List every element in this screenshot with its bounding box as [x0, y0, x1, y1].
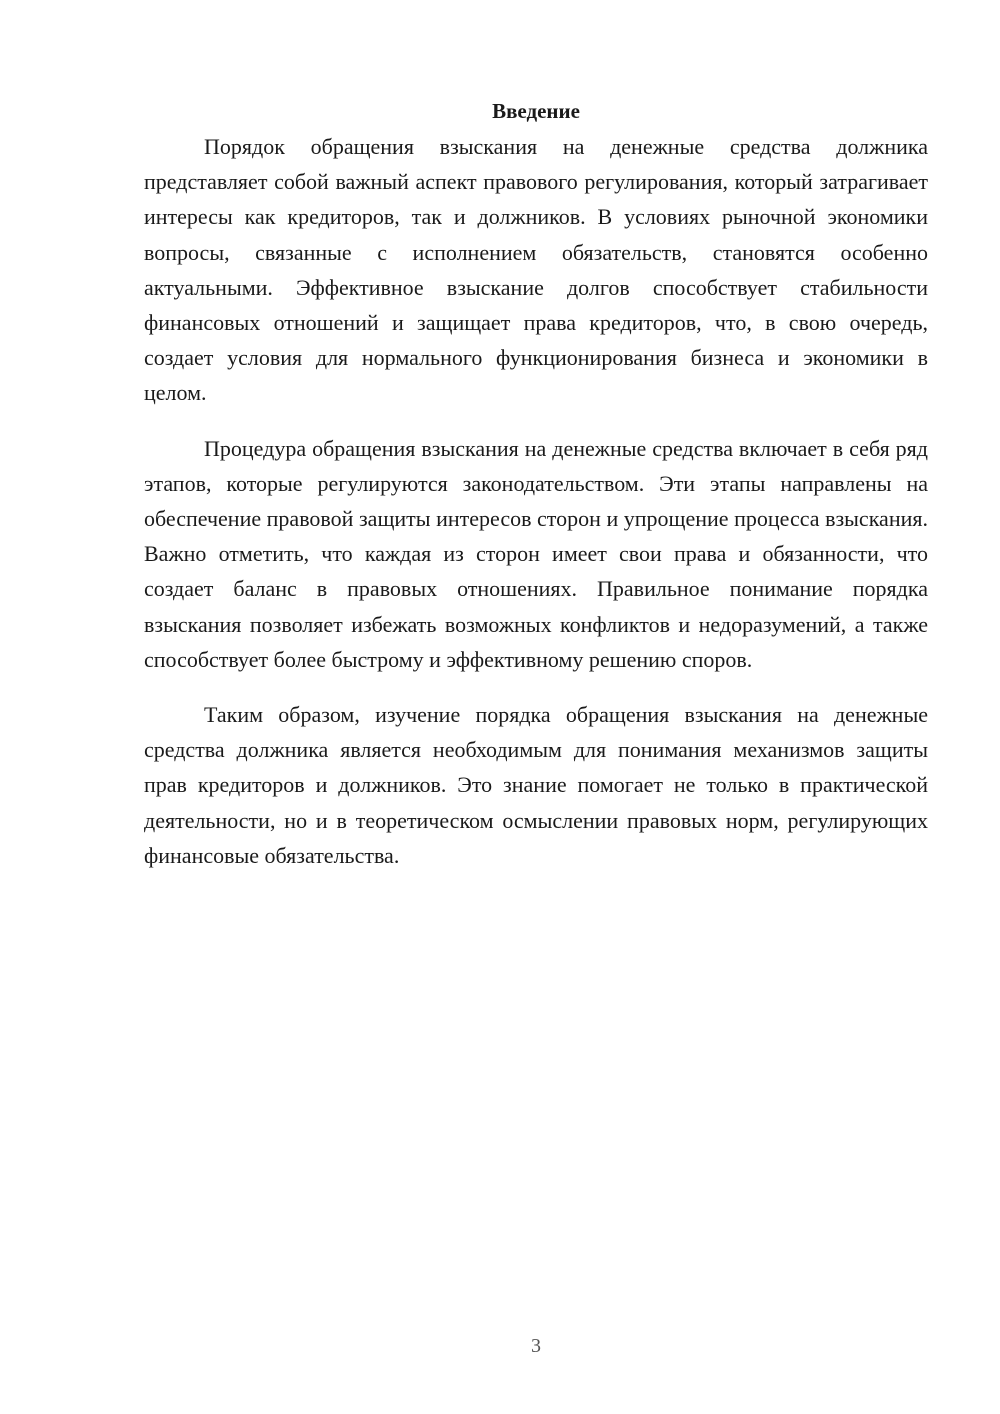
paragraph-1: Порядок обращения взыскания на денежные средства должника представляет собой важный аспект правового регулирования, который затрагивает интересы как кредиторов, так и должников. В условиях рыночной экономики вопросы, связанные с исполнением обязательств, становятся особенно актуальными. Эффективное взыскание долгов способствует стабильности финансовых отношений и защищает права кредиторов, что, в свою очередь, создает условия для нормального функционирования бизнеса и экономики в целом. [144, 134, 928, 406]
paragraph-3: Таким образом, изучение порядка обращения взыскания на денежные средства должника является необходимым для понимания механизмов защиты прав кредиторов и должников. Это знание помогает не только в практической деятельности, но и в теоретическом осмыслении правовых норм, регулирующих финансовые обязательства. [144, 702, 928, 868]
page-number: 3 [531, 1335, 541, 1357]
section-title: Введение [492, 99, 580, 123]
paragraph-2: Процедура обращения взыскания на денежные средства включает в себя ряд этапов, которые регулируются законодательством. Эти этапы направлены на обеспечение правовой защиты интересов сторон и упрощение процесса взыскания. Важно отметить, что каждая из сторон имеет свои права и обязанности, что создает баланс в правовых отношениях. Правильное понимание порядка взыскания позволяет избежать возможных конфликтов и недоразумений, а также способствует более быстрому и эффективному решению споров. [144, 435, 928, 672]
document-body [144, 95, 928, 873]
